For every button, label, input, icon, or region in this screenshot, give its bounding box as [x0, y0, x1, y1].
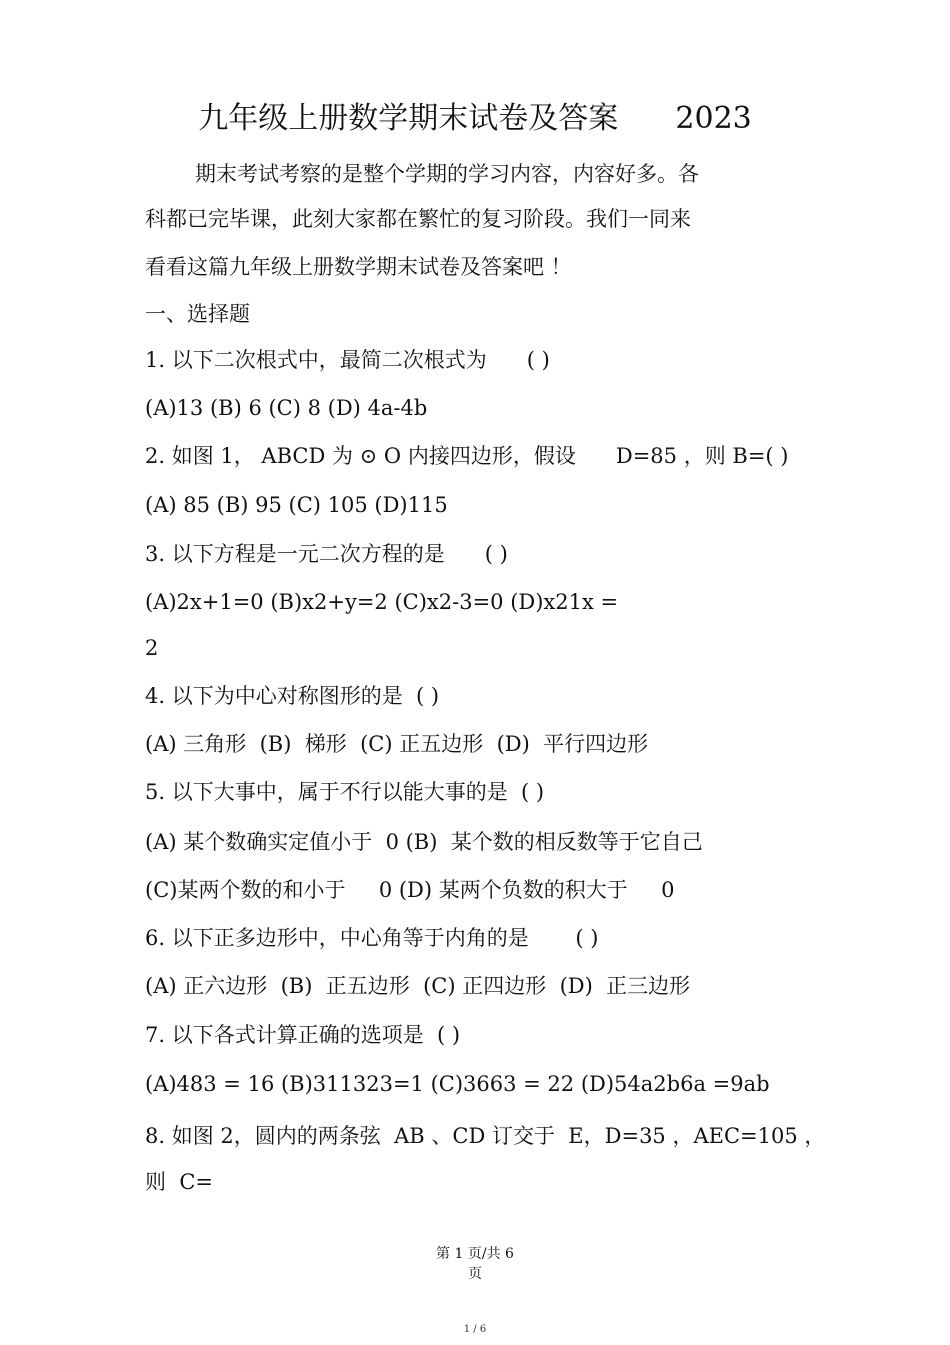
question-5-options-cd: (C)某两个数的和小于 0 (D) 某两个负数的积大于 0 [145, 878, 675, 902]
page-title: 九年级上册数学期末试卷及答案 2023 [198, 101, 752, 136]
question-4: 4. 以下为中心对称图形的是 ( ) [145, 684, 440, 708]
page-indicator: 1 / 6 [463, 1324, 487, 1335]
question-8-cont: 则 C= [145, 1170, 214, 1194]
question-6: 6. 以下正多边形中，中心角等于内角的是 ( ) [145, 926, 599, 950]
question-7-options: (A)483 = 16 (B)311323=1 (C)3663 = 22 (D)54a2b6a =9ab [145, 1072, 770, 1096]
question-1-options: (A)13 (B) 6 (C) 8 (D) 4a-4b [145, 396, 428, 420]
page-footer-line1: 第 1 页/共 6 [436, 1246, 514, 1262]
question-4-options: (A) 三角形 (B) 梯形 (C) 正五边形 (D) 平行四边形 [145, 732, 649, 756]
question-2: 2. 如图 1， ABCD 为 ⊙ O 内接四边形，假设 D=85 ，则 B=( ) [145, 444, 789, 468]
question-1: 1. 以下二次根式中，最简二次根式为 ( ) [145, 348, 550, 372]
question-2-options: (A) 85 (B) 95 (C) 105 (D)115 [145, 493, 448, 517]
question-7: 7. 以下各式计算正确的选项是 ( ) [145, 1023, 461, 1047]
question-6-options: (A) 正六边形 (B) 正五边形 (C) 正四边形 (D) 正三边形 [145, 974, 691, 998]
section-heading: 一、选择题 [145, 302, 250, 326]
intro-line: 科都已完毕课，此刻大家都在繁忙的复习阶段。我们一同来 [145, 207, 691, 231]
question-3: 3. 以下方程是一元二次方程的是 ( ) [145, 542, 508, 566]
question-5: 5. 以下大事中，属于不行以能大事的是 ( ) [145, 780, 545, 804]
intro-line: 期末考试考察的是整个学期的学习内容，内容好多。各 [195, 162, 699, 186]
question-5-options-ab: (A) 某个数确实定值小于 0 (B) 某个数的相反数等于它自己 [145, 830, 703, 854]
question-3-options-cont: 2 [145, 636, 159, 660]
question-3-options: (A)2x+1=0 (B)x2+y=2 (C)x2-3=0 (D)x21x = [145, 590, 619, 614]
page-footer-line2: 页 [468, 1266, 482, 1282]
question-8: 8. 如图 2，圆内的两条弦 AB 、CD 订交于 E，D=35 ，AEC=105 ， [145, 1124, 826, 1148]
intro-line: 看看这篇九年级上册数学期末试卷及答案吧 ！ [145, 255, 572, 279]
